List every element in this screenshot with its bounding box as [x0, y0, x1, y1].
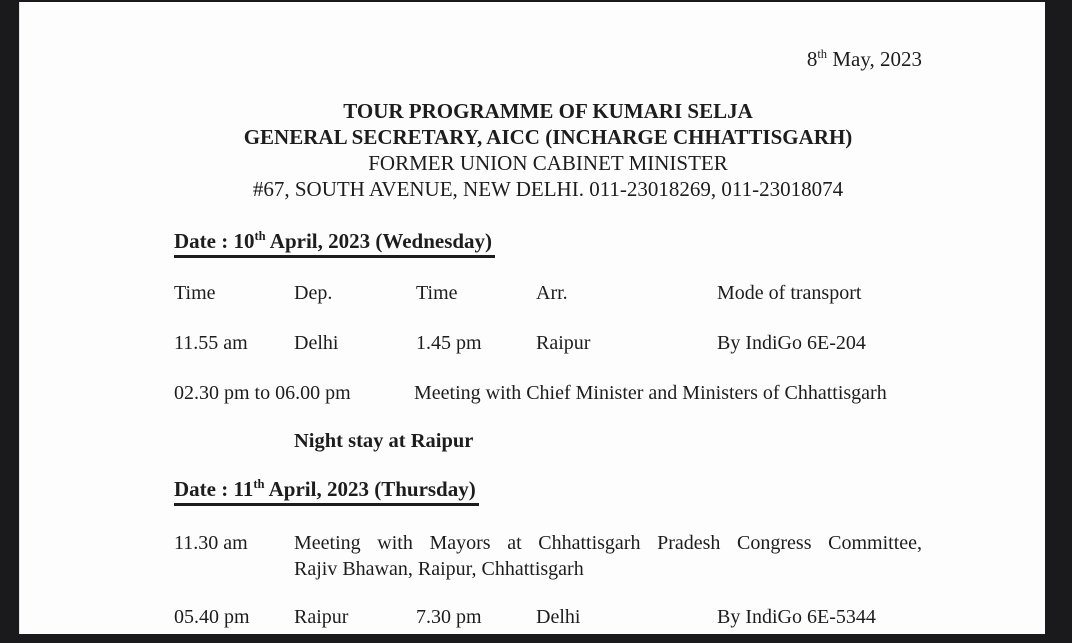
day1-date-rest: April, 2023 (Wednesday) — [265, 229, 493, 253]
letterhead-designation: FORMER UNION CABINET MINISTER — [368, 151, 728, 175]
day1-arr-time: 1.45 pm — [416, 332, 482, 354]
col-header-dep: Dep. — [294, 282, 333, 304]
day1-night-stay: Night stay at Raipur — [294, 430, 474, 452]
day1-flight-row — [174, 330, 922, 356]
day1-dep-time: 11.55 am — [174, 332, 248, 354]
day1-flight-mode: By IndiGo 6E-204 — [717, 332, 866, 354]
day2-date-text — [174, 476, 479, 506]
day1-date-heading — [174, 228, 922, 258]
day2-meeting-time: 11.30 am — [174, 532, 248, 554]
issued-date-ordinal: th — [817, 47, 828, 61]
col-header-time-dep: Time — [174, 282, 216, 304]
letterhead-address: #67, SOUTH AVENUE, NEW DELHI. 011-23018269, 011-23018074 — [252, 177, 844, 201]
day1-meeting-time: 02.30 pm to 06.00 pm — [174, 382, 351, 404]
day2-flight-mode: By IndiGo 6E-5344 — [717, 606, 876, 628]
day2-date-heading — [174, 476, 922, 506]
day2-meeting-row — [174, 530, 922, 582]
day1-arr-city: Raipur — [536, 332, 591, 354]
letterhead — [174, 98, 922, 202]
day2-date-prefix: Date : 11 — [174, 477, 254, 501]
day2-dep-city: Raipur — [294, 606, 349, 628]
day2-meeting-description-line2: Rajiv Bhawan, Raipur, Chhattisgarh — [294, 558, 584, 580]
col-header-mode: Mode of transport — [717, 282, 862, 304]
day1-date-text — [174, 228, 495, 258]
col-header-time-arr: Time — [416, 282, 458, 304]
issued-date-day: 8 — [806, 47, 818, 71]
day2-arr-city: Delhi — [536, 606, 581, 628]
issued-date — [174, 46, 922, 72]
day2-dep-time: 05.40 pm — [174, 606, 250, 628]
day1-meeting-description: Meeting with Chief Minister and Ministers of Chhattisgarh — [414, 382, 887, 404]
col-header-arr: Arr. — [536, 282, 568, 304]
day2-flight-row — [174, 604, 922, 630]
issued-date-rest: May, 2023 — [827, 47, 922, 71]
day2-arr-time: 7.30 pm — [416, 606, 482, 628]
day2-meeting-description — [294, 530, 922, 582]
day1-date-ordinal: th — [254, 229, 266, 243]
document-page — [19, 2, 1045, 634]
day2-meeting-description-line1: Meeting with Mayors at Chhattisgarh Pradesh Congress Committee, — [294, 532, 922, 554]
day1-dep-city: Delhi — [294, 332, 339, 354]
day2-date-ordinal: th — [253, 477, 265, 491]
letterhead-title: TOUR PROGRAMME OF KUMARI SELJA — [343, 99, 753, 123]
letterhead-subtitle: GENERAL SECRETARY, AICC (INCHARGE CHHATTISGARH) — [243, 125, 853, 149]
day1-date-prefix: Date : 10 — [174, 229, 255, 253]
day1-table-header — [174, 280, 922, 306]
day1-meeting-row — [174, 380, 922, 406]
day2-date-rest: April, 2023 (Thursday) — [264, 477, 476, 501]
